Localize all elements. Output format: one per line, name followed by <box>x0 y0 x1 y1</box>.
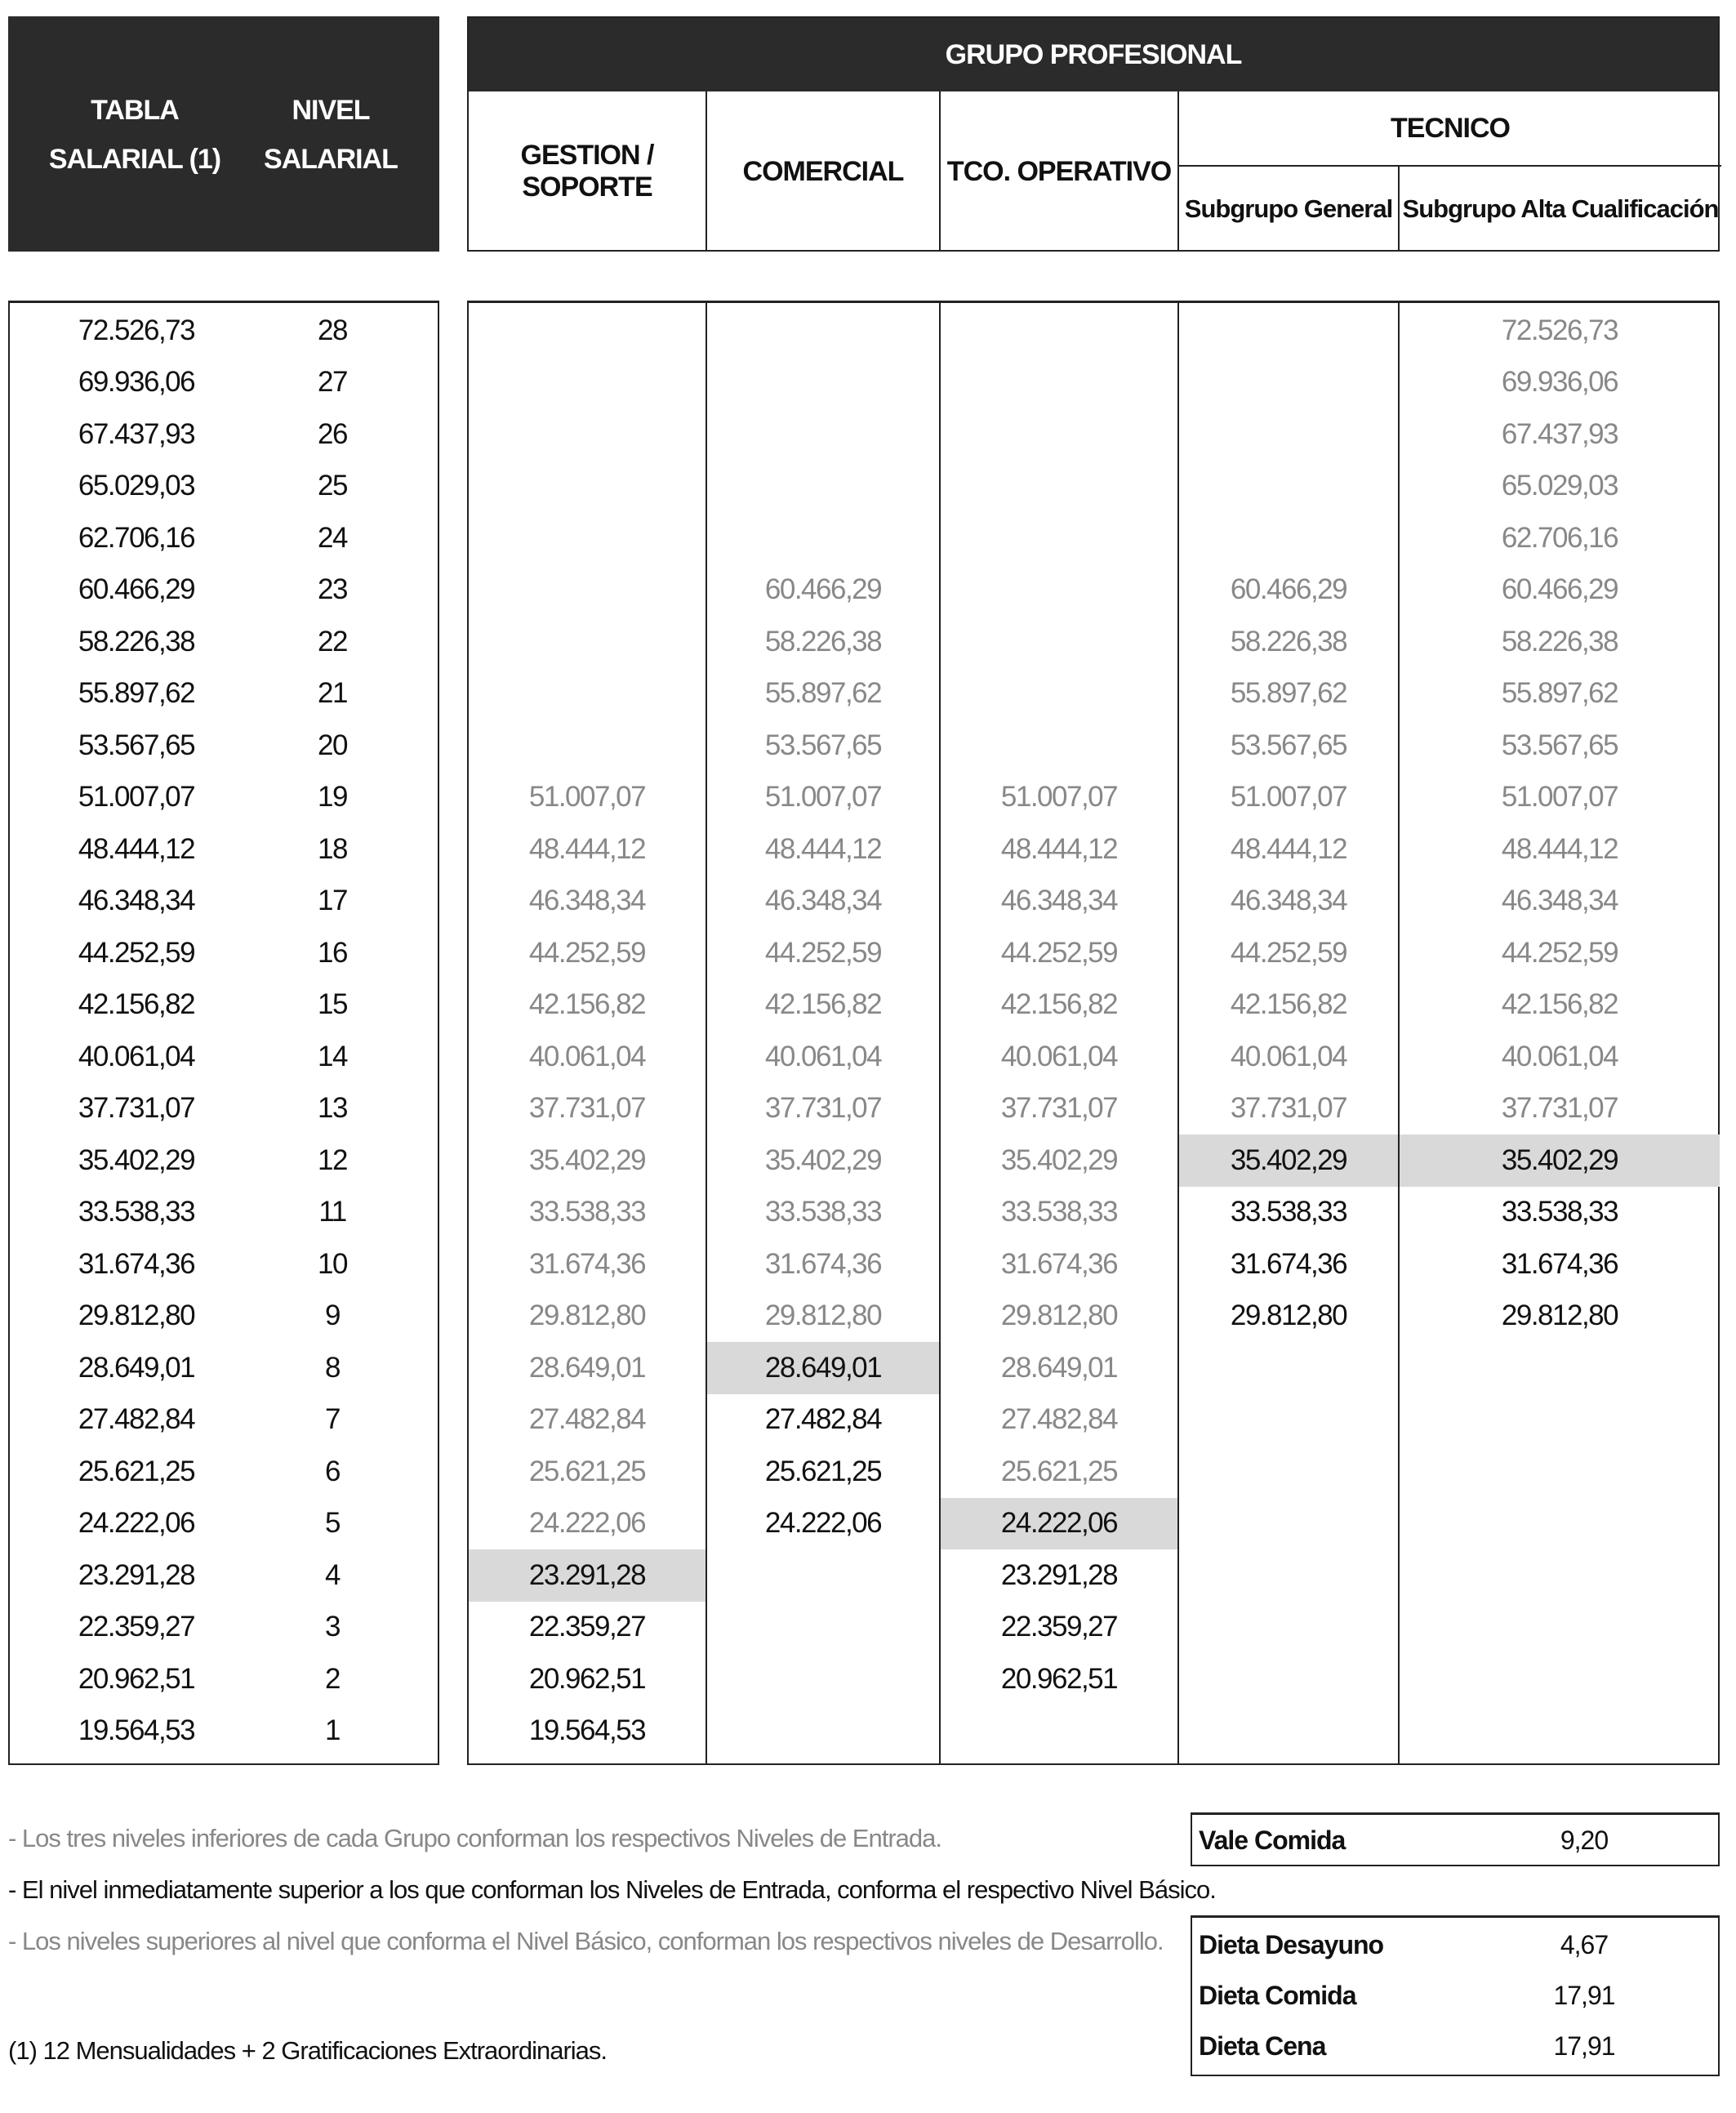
group-salary-cell-subgrupo-alta: 44.252,59 <box>1501 936 1618 969</box>
group-salary-cell-subgrupo-alta: 67.437,93 <box>1501 417 1618 450</box>
tabla-salarial-cell: 62.706,16 <box>78 521 195 554</box>
nivel-salarial-cell: 25 <box>318 470 347 502</box>
group-salary-cell-subgrupo-general: 31.674,36 <box>1230 1247 1347 1280</box>
group-salary-cell-subgrupo-general: 37.731,07 <box>1230 1092 1347 1125</box>
group-salary-cell-tco-operativo: 48.444,12 <box>1000 832 1118 865</box>
group-salary-cell-comercial: 31.674,36 <box>764 1247 882 1280</box>
tabla-salarial-cell: 69.936,06 <box>78 366 195 399</box>
tabla-salarial-cell: 27.482,84 <box>78 1403 195 1436</box>
group-salary-cell-gestion: 44.252,59 <box>528 936 646 969</box>
nivel-salarial-cell: 4 <box>325 1558 340 1591</box>
tabla-salarial-cell: 58.226,38 <box>78 625 195 658</box>
vale-comida-box <box>1191 1812 1720 1866</box>
dieta-row <box>1192 1919 1718 1970</box>
group-salary-cell-tco-operativo: 42.156,82 <box>1000 988 1118 1021</box>
group-salary-cell-comercial: 55.897,62 <box>764 677 882 710</box>
grupo-profesional-title: GRUPO PROFESIONAL <box>469 18 1718 91</box>
group-salary-cell-subgrupo-alta: 55.897,62 <box>1501 677 1618 710</box>
group-salary-cell-comercial: 51.007,07 <box>764 781 882 814</box>
group-salary-cell-comercial: 33.538,33 <box>764 1196 882 1228</box>
group-salary-cell-subgrupo-general: 53.567,65 <box>1230 729 1347 761</box>
group-salary-cell-subgrupo-general: 40.061,04 <box>1230 1040 1347 1072</box>
tabla-salarial-cell: 29.812,80 <box>78 1299 195 1332</box>
group-salary-cell-gestion: 24.222,06 <box>528 1507 646 1540</box>
group-salary-cell-comercial: 37.731,07 <box>764 1092 882 1125</box>
group-salary-cell-gestion: 28.649,01 <box>528 1351 646 1384</box>
vale-comida-value: 9,20 <box>1560 1825 1609 1855</box>
nivel-salarial-header <box>253 86 408 184</box>
nivel-salarial-cell: 12 <box>318 1143 347 1176</box>
nivel-salarial-cell: 1 <box>325 1714 340 1747</box>
nivel-line2: SALARIAL <box>264 144 398 175</box>
group-salary-cell-tco-operativo: 40.061,04 <box>1000 1040 1118 1072</box>
nivel-salarial-cell: 18 <box>318 832 347 865</box>
group-salary-cell-subgrupo-alta: 72.526,73 <box>1501 314 1618 346</box>
group-salary-cell-tco-operativo: 22.359,27 <box>1000 1611 1118 1643</box>
group-salary-cell-gestion: 48.444,12 <box>528 832 646 865</box>
dieta-row <box>1192 2021 1718 2071</box>
group-salary-cell-subgrupo-general: 35.402,29 <box>1179 1135 1398 1187</box>
nivel-salarial-cell: 20 <box>318 729 347 761</box>
dieta-label: Dieta Comida <box>1199 1981 1356 2010</box>
nivel-salarial-cell: 24 <box>318 521 347 554</box>
group-salary-cell-tco-operativo: 23.291,28 <box>1000 1558 1118 1591</box>
group-salary-cell-tco-operativo: 29.812,80 <box>1000 1299 1118 1332</box>
tabla-salarial-cell: 25.621,25 <box>78 1455 195 1487</box>
tabla-salarial-cell: 51.007,07 <box>78 781 195 814</box>
tabla-salarial-cell: 65.029,03 <box>78 470 195 502</box>
tabla-salarial-cell: 37.731,07 <box>78 1092 195 1125</box>
group-salary-table <box>467 301 1720 1765</box>
grupo-profesional-header <box>467 16 1720 252</box>
nivel-salarial-cell: 2 <box>325 1662 340 1695</box>
group-salary-cell-gestion: 25.621,25 <box>528 1455 646 1487</box>
group-salary-cell-gestion: 37.731,07 <box>528 1092 646 1125</box>
group-salary-cell-subgrupo-general: 48.444,12 <box>1230 832 1347 865</box>
tabla-salarial-cell: 55.897,62 <box>78 677 195 710</box>
tabla-salarial-cell: 53.567,65 <box>78 729 195 761</box>
group-salary-cell-subgrupo-general: 33.538,33 <box>1230 1196 1347 1228</box>
nivel-salarial-cell: 23 <box>318 573 347 606</box>
tabla-salarial-header <box>41 86 229 184</box>
nivel-line1: NIVEL <box>292 95 370 126</box>
col-header-gestion: GESTION / SOPORTE <box>520 140 654 203</box>
group-salary-cell-subgrupo-alta: 29.812,80 <box>1501 1299 1618 1332</box>
tabla-salarial-cell: 35.402,29 <box>78 1143 195 1176</box>
group-salary-cell-subgrupo-alta: 58.226,38 <box>1501 625 1618 658</box>
dieta-label: Dieta Cena <box>1199 2031 1326 2061</box>
group-salary-cell-tco-operativo: 31.674,36 <box>1000 1247 1118 1280</box>
dieta-value: 4,67 <box>1560 1930 1609 1959</box>
group-salary-cell-gestion: 46.348,34 <box>528 885 646 917</box>
nivel-salarial-cell: 9 <box>325 1299 340 1332</box>
tabla-line1: TABLA <box>91 95 179 126</box>
col-header-subgrupo-alta: Subgrupo Alta Cualificación <box>1402 194 1719 223</box>
group-salary-cell-comercial: 27.482,84 <box>764 1403 882 1436</box>
nivel-salarial-cell: 22 <box>318 625 347 658</box>
group-salary-cell-gestion: 20.962,51 <box>528 1662 646 1695</box>
tabla-salarial-cell: 46.348,34 <box>78 885 195 917</box>
dieta-value: 17,91 <box>1553 1981 1615 2010</box>
group-salary-cell-gestion: 33.538,33 <box>528 1196 646 1228</box>
group-salary-cell-subgrupo-general: 29.812,80 <box>1230 1299 1347 1332</box>
nivel-salarial-cell: 7 <box>325 1403 340 1436</box>
group-salary-cell-subgrupo-alta: 51.007,07 <box>1501 781 1618 814</box>
nivel-salarial-cell: 28 <box>318 314 347 346</box>
group-salary-cell-comercial: 28.649,01 <box>707 1342 939 1394</box>
nivel-salarial-cell: 10 <box>318 1247 347 1280</box>
nivel-salarial-cell: 14 <box>318 1040 347 1072</box>
group-salary-cell-tco-operativo: 28.649,01 <box>1000 1351 1118 1384</box>
tabla-salarial-cell: 40.061,04 <box>78 1040 195 1072</box>
group-salary-cell-subgrupo-alta: 48.444,12 <box>1501 832 1618 865</box>
group-salary-cell-tco-operativo: 46.348,34 <box>1000 885 1118 917</box>
group-salary-cell-comercial: 40.061,04 <box>764 1040 882 1072</box>
group-salary-cell-tco-operativo: 20.962,51 <box>1000 1662 1118 1695</box>
note-niveles-desarrollo: - Los niveles superiores al nivel que conforma el Nivel Básico, conforman los respectivos niveles de Desarrollo. <box>8 1927 1164 1955</box>
group-salary-cell-tco-operativo: 33.538,33 <box>1000 1196 1118 1228</box>
group-salary-cell-tco-operativo: 37.731,07 <box>1000 1092 1118 1125</box>
group-salary-cell-subgrupo-general: 55.897,62 <box>1230 677 1347 710</box>
group-salary-cell-tco-operativo: 27.482,84 <box>1000 1403 1118 1436</box>
group-salary-cell-subgrupo-general: 51.007,07 <box>1230 781 1347 814</box>
group-salary-cell-subgrupo-general: 46.348,34 <box>1230 885 1347 917</box>
group-salary-cell-subgrupo-alta: 53.567,65 <box>1501 729 1618 761</box>
group-salary-cell-subgrupo-alta: 37.731,07 <box>1501 1092 1618 1125</box>
nivel-salarial-cell: 21 <box>318 677 347 710</box>
vale-comida-label: Vale Comida <box>1199 1825 1346 1855</box>
group-salary-cell-tco-operativo: 35.402,29 <box>1000 1143 1118 1176</box>
group-salary-cell-tco-operativo: 24.222,06 <box>941 1498 1177 1550</box>
group-salary-cell-gestion: 51.007,07 <box>528 781 646 814</box>
tabla-salarial-cell: 42.156,82 <box>78 988 195 1021</box>
group-salary-cell-comercial: 44.252,59 <box>764 936 882 969</box>
tabla-salarial-cell: 72.526,73 <box>78 314 195 346</box>
group-salary-cell-comercial: 24.222,06 <box>764 1507 882 1540</box>
group-salary-cell-gestion: 22.359,27 <box>528 1611 646 1643</box>
tabla-salarial-cell: 48.444,12 <box>78 832 195 865</box>
group-salary-cell-comercial: 60.466,29 <box>764 573 882 606</box>
group-salary-cell-subgrupo-alta: 46.348,34 <box>1501 885 1618 917</box>
group-salary-cell-subgrupo-alta: 35.402,29 <box>1400 1135 1720 1187</box>
group-salary-cell-gestion: 42.156,82 <box>528 988 646 1021</box>
group-salary-cell-subgrupo-alta: 65.029,03 <box>1501 470 1618 502</box>
tabla-salarial-cell: 24.222,06 <box>78 1507 195 1540</box>
nivel-salarial-cell: 27 <box>318 366 347 399</box>
group-salary-cell-comercial: 53.567,65 <box>764 729 882 761</box>
group-salary-cell-gestion: 27.482,84 <box>528 1403 646 1436</box>
col-header-tecnico: TECNICO <box>1391 112 1510 144</box>
tabla-salarial-cell: 33.538,33 <box>78 1196 195 1228</box>
nivel-salarial-cell: 17 <box>318 885 347 917</box>
tabla-salarial-cell: 67.437,93 <box>78 417 195 450</box>
group-salary-cell-subgrupo-general: 60.466,29 <box>1230 573 1347 606</box>
group-salary-cell-subgrupo-alta: 31.674,36 <box>1501 1247 1618 1280</box>
tabla-salarial-cell: 23.291,28 <box>78 1558 195 1591</box>
group-salary-cell-gestion: 35.402,29 <box>528 1143 646 1176</box>
nivel-salarial-cell: 16 <box>318 936 347 969</box>
tabla-line2: SALARIAL (1) <box>48 144 221 175</box>
nivel-salarial-cell: 6 <box>325 1455 340 1487</box>
nivel-salarial-cell: 8 <box>325 1351 340 1384</box>
group-salary-cell-comercial: 48.444,12 <box>764 832 882 865</box>
group-salary-cell-subgrupo-alta: 40.061,04 <box>1501 1040 1618 1072</box>
footnote: (1) 12 Mensualidades + 2 Gratificaciones Extraordinarias. <box>8 2036 608 2065</box>
nivel-salarial-cell: 19 <box>318 781 347 814</box>
col-header-comercial: COMERCIAL <box>742 155 904 187</box>
tabla-salarial-cell: 28.649,01 <box>78 1351 195 1384</box>
note-niveles-entrada: - Los tres niveles inferiores de cada Grupo conforman los respectivos Niveles de Entrada. <box>8 1824 941 1852</box>
nivel-salarial-cell: 3 <box>325 1611 340 1643</box>
group-salary-cell-subgrupo-alta: 62.706,16 <box>1501 521 1618 554</box>
col-header-subgrupo-general: Subgrupo General <box>1184 194 1393 223</box>
group-salary-cell-comercial: 42.156,82 <box>764 988 882 1021</box>
group-salary-cell-tco-operativo: 25.621,25 <box>1000 1455 1118 1487</box>
group-salary-cell-gestion: 23.291,28 <box>469 1549 706 1602</box>
tabla-salarial-cell: 60.466,29 <box>78 573 195 606</box>
group-salary-cell-tco-operativo: 51.007,07 <box>1000 781 1118 814</box>
group-salary-cell-gestion: 31.674,36 <box>528 1247 646 1280</box>
left-header <box>8 16 439 252</box>
tabla-salarial-cell: 19.564,53 <box>78 1714 195 1747</box>
group-salary-cell-subgrupo-alta: 60.466,29 <box>1501 573 1618 606</box>
nivel-salarial-cell: 5 <box>325 1507 340 1540</box>
nivel-salarial-cell: 13 <box>318 1092 347 1125</box>
vale-comida-row <box>1192 1815 1718 1866</box>
group-salary-cell-gestion: 29.812,80 <box>528 1299 646 1332</box>
dieta-label: Dieta Desayuno <box>1199 1930 1384 1959</box>
nivel-salarial-cell: 11 <box>318 1196 346 1228</box>
salary-level-table <box>8 301 439 1765</box>
group-salary-cell-subgrupo-general: 44.252,59 <box>1230 936 1347 969</box>
group-salary-cell-subgrupo-general: 58.226,38 <box>1230 625 1347 658</box>
group-salary-cell-gestion: 40.061,04 <box>528 1040 646 1072</box>
group-salary-cell-comercial: 25.621,25 <box>764 1455 882 1487</box>
dieta-value: 17,91 <box>1553 2031 1615 2061</box>
group-salary-cell-gestion: 19.564,53 <box>528 1714 646 1747</box>
tabla-salarial-cell: 44.252,59 <box>78 936 195 969</box>
tabla-salarial-cell: 31.674,36 <box>78 1247 195 1280</box>
group-salary-cell-subgrupo-alta: 33.538,33 <box>1501 1196 1618 1228</box>
group-salary-cell-subgrupo-alta: 69.936,06 <box>1501 366 1618 399</box>
dietas-box <box>1191 1915 1720 2076</box>
group-salary-cell-comercial: 58.226,38 <box>764 625 882 658</box>
group-salary-cell-comercial: 29.812,80 <box>764 1299 882 1332</box>
group-salary-cell-tco-operativo: 44.252,59 <box>1000 936 1118 969</box>
tabla-salarial-cell: 22.359,27 <box>78 1611 195 1643</box>
dieta-row <box>1192 1970 1718 2021</box>
note-nivel-basico: - El nivel inmediatamente superior a los que conforman los Niveles de Entrada, conforma el respectivo Nivel Básico. <box>8 1875 1216 1904</box>
group-salary-cell-subgrupo-general: 42.156,82 <box>1230 988 1347 1021</box>
nivel-salarial-cell: 26 <box>318 417 347 450</box>
group-salary-cell-comercial: 35.402,29 <box>764 1143 882 1176</box>
group-salary-cell-subgrupo-alta: 42.156,82 <box>1501 988 1618 1021</box>
tabla-salarial-cell: 20.962,51 <box>78 1662 195 1695</box>
nivel-salarial-cell: 15 <box>318 988 347 1021</box>
col-header-tco-operativo: TCO. OPERATIVO <box>946 155 1172 187</box>
group-salary-cell-comercial: 46.348,34 <box>764 885 882 917</box>
